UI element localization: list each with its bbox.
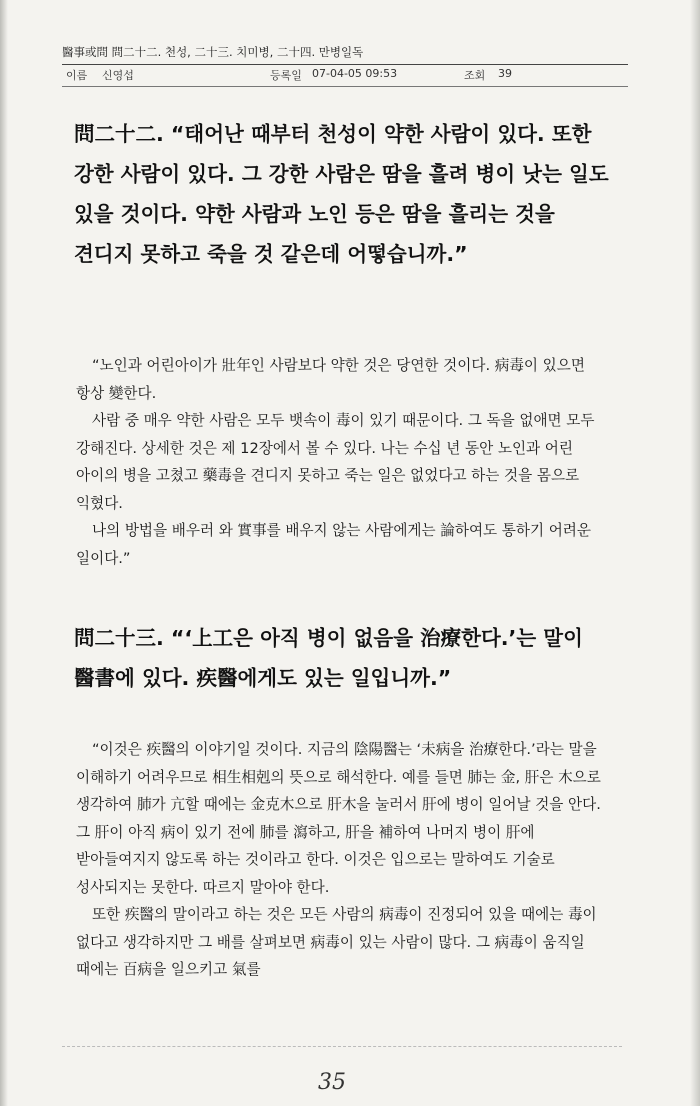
answer-23 [76, 736, 616, 984]
view-count: 39 [498, 67, 512, 80]
answer-23-paragraph-1: “이것은 疾醫의 이야기일 것이다. 지금의 陰陽醫는 ‘未病을 治療한다.’라는 말을 이해하기 어려우므로 相生相剋의 뜻으로 해석한다. 예를 들면 肺는 金, 肝은 木으로 생각하여 肺가 亢할 때에는 金克木으로 肝木을 눌러서 肝에 병이 일어날 것을 안다. 그 肝이 아직 病이 있기 전에 肺를 瀉하고, 肝을 補하여 나머지 병이 肝에 받아들여지지 않도록 하는 것이라고 한다. 이것은 입으로는 말하여도 기술로 성사되지는 못한다. 따르지 말아야 한다. [76, 741, 601, 896]
page-left-edge-shadow [0, 0, 8, 1106]
page-number: 35 [318, 1070, 346, 1095]
footer-divider [62, 1046, 622, 1047]
author-label: 이름 [66, 69, 88, 82]
meta-divider [62, 86, 628, 87]
question-22: 問二十二. “태어난 때부터 천성이 약한 사람이 있다. 또한 강한 사람이 있다. 그 강한 사람은 땀을 흘려 병이 낫는 일도 있을 것이다. 약한 사람과 노인 등은 땀을 흘리는 것을 견디지 못하고 죽을 것 같은데 어떻습니까.” [74, 122, 609, 266]
question-23: 問二十三. “‘上工은 아직 병이 없음을 治療한다.’는 말이 醫書에 있다. 疾醫에게도 있는 일입니까.” [74, 626, 583, 690]
author-name: 신영섭 [102, 69, 134, 82]
post-date: 07-04-05 09:53 [312, 67, 398, 80]
header-divider [62, 64, 628, 65]
page-right-edge-shadow [690, 0, 700, 1106]
date-label: 등록일 [270, 69, 302, 82]
answer-23-paragraph-2: 또한 疾醫의 말이라고 하는 것은 모든 사람의 病毒이 진정되어 있을 때에는 毒이 없다고 생각하지만 그 배를 살펴보면 病毒이 있는 사람이 많다. 그 病毒이 움직일 때에는 百病을 일으키고 氣를 [76, 906, 597, 978]
post-title: 醫事或問 問二十二. 천성, 二十三. 치미병, 二十四. 만병일독 [62, 45, 364, 59]
answer-22-paragraph-1: “노인과 어린아이가 壯年인 사람보다 약한 것은 당연한 것이다. 病毒이 있으면 항상 變한다. [76, 357, 585, 402]
answer-22-paragraph-2: 사람 중 매우 약한 사람은 모두 뱃속이 毒이 있기 때문이다. 그 독을 없애면 모두 강해진다. 상세한 것은 제 12장에서 볼 수 있다. 나는 수십 년 동안 노인과 어린 아이의 병을 고쳤고 藥毒을 견디지 못하고 죽는 일은 없었다고 하는 것을 몸으로 익혔다. [76, 412, 595, 512]
answer-22-paragraph-3: 나의 방법을 배우러 와 實事를 배우지 않는 사람에게는 論하여도 통하기 어려운 일이다.” [76, 522, 592, 567]
answer-22 [76, 352, 616, 572]
views-label: 조회 [464, 69, 486, 82]
